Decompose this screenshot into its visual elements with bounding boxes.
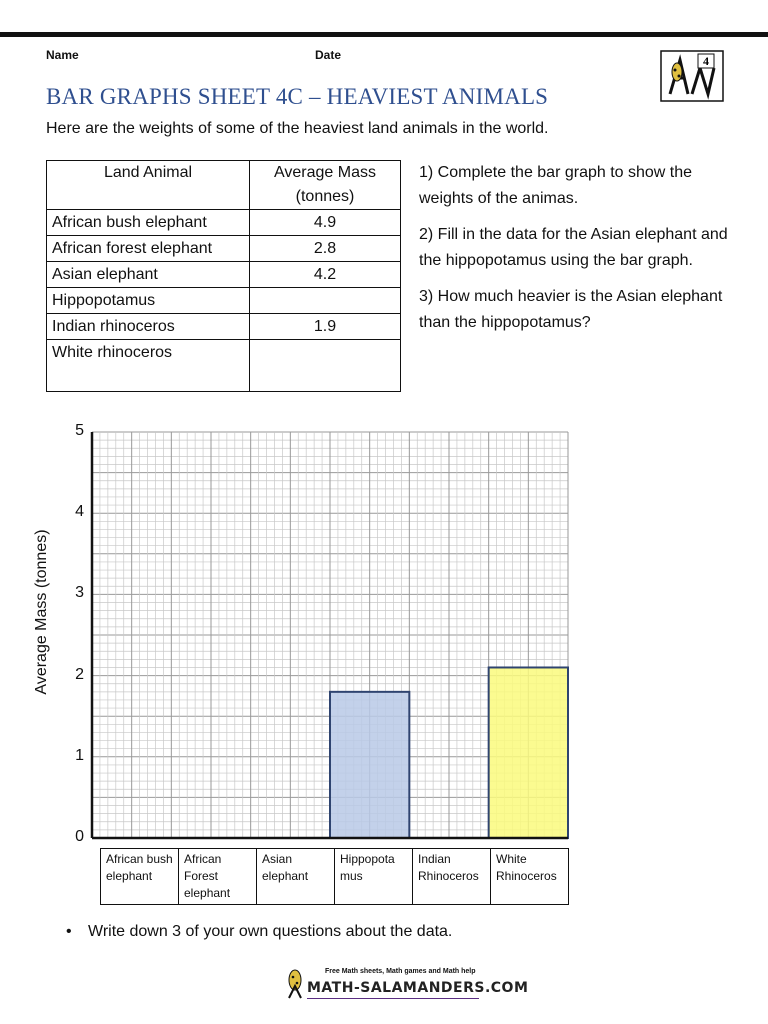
task-text: Write down 3 of your own questions about the data. (88, 923, 453, 940)
task-bullet (66, 923, 452, 941)
category-label: White Rhinoceros (491, 849, 569, 905)
table-row (47, 288, 401, 314)
bar-5 (489, 667, 568, 838)
table-row (47, 210, 401, 236)
animal-cell: African forest elephant (47, 236, 250, 262)
footer-underline (307, 998, 479, 999)
y-tick-label: 2 (75, 665, 84, 683)
category-label: Hippopota mus (335, 849, 413, 905)
animal-cell: White rhinoceros (47, 340, 250, 392)
y-tick-label: 3 (75, 584, 84, 602)
mass-cell-blank[interactable] (250, 340, 401, 392)
intro-text: Here are the weights of some of the heaviest land animals in the world. (46, 120, 549, 137)
bullet-dot-icon: • (66, 923, 72, 940)
grade-badge: 4 (703, 54, 709, 68)
name-label: Name (46, 48, 79, 62)
animal-cell: African bush elephant (47, 210, 250, 236)
mass-cell: 2.8 (250, 236, 401, 262)
bar-3 (330, 692, 409, 838)
category-label: African Forest elephant (179, 849, 257, 905)
footer-brand: MATH-SALAMANDERS.COM (307, 980, 529, 996)
col-header-animal: Land Animal (47, 161, 250, 210)
bar-chart (88, 426, 572, 842)
mass-cell: 4.2 (250, 262, 401, 288)
table-row (47, 262, 401, 288)
animal-cell: Hippopotamus (47, 288, 250, 314)
y-tick-label: 0 (75, 828, 84, 845)
footer-logo (285, 966, 529, 1002)
footer-tagline: Free Math sheets, Math games and Math help (325, 968, 476, 975)
animal-cell: Indian rhinoceros (47, 314, 250, 340)
questions-list (419, 160, 749, 346)
category-label: Indian Rhinoceros (413, 849, 491, 905)
question-2: 2) Fill in the data for the Asian elephant and the hippopotamus using the bar graph. (419, 226, 728, 269)
top-rule (0, 32, 768, 37)
data-table (46, 160, 401, 392)
mass-cell: 4.9 (250, 210, 401, 236)
category-label-table (100, 848, 569, 905)
salamander-footer-icon (285, 968, 309, 1000)
y-tick-label: 5 (75, 422, 84, 439)
category-label: Asian elephant (257, 849, 335, 905)
table-row (47, 314, 401, 340)
mass-cell: 1.9 (250, 314, 401, 340)
salamander-logo-icon (660, 50, 724, 102)
category-label: African bush elephant (101, 849, 179, 905)
page-title: BAR GRAPHS SHEET 4C – HEAVIEST ANIMALS (46, 84, 549, 109)
animal-cell: Asian elephant (47, 262, 250, 288)
mass-cell-blank[interactable] (250, 288, 401, 314)
table-row (47, 236, 401, 262)
y-axis-label: Average Mass (tonnes) (33, 529, 50, 695)
col-header-mass: Average Mass (tonnes) (250, 161, 401, 210)
y-tick-label: 4 (75, 503, 84, 521)
y-tick-label: 1 (75, 746, 84, 764)
date-label: Date (315, 48, 342, 62)
question-1: 1) Complete the bar graph to show the weights of the animas. (419, 164, 693, 207)
question-3: 3) How much heavier is the Asian elephant than the hippopotamus? (419, 288, 723, 331)
table-row (47, 340, 401, 392)
